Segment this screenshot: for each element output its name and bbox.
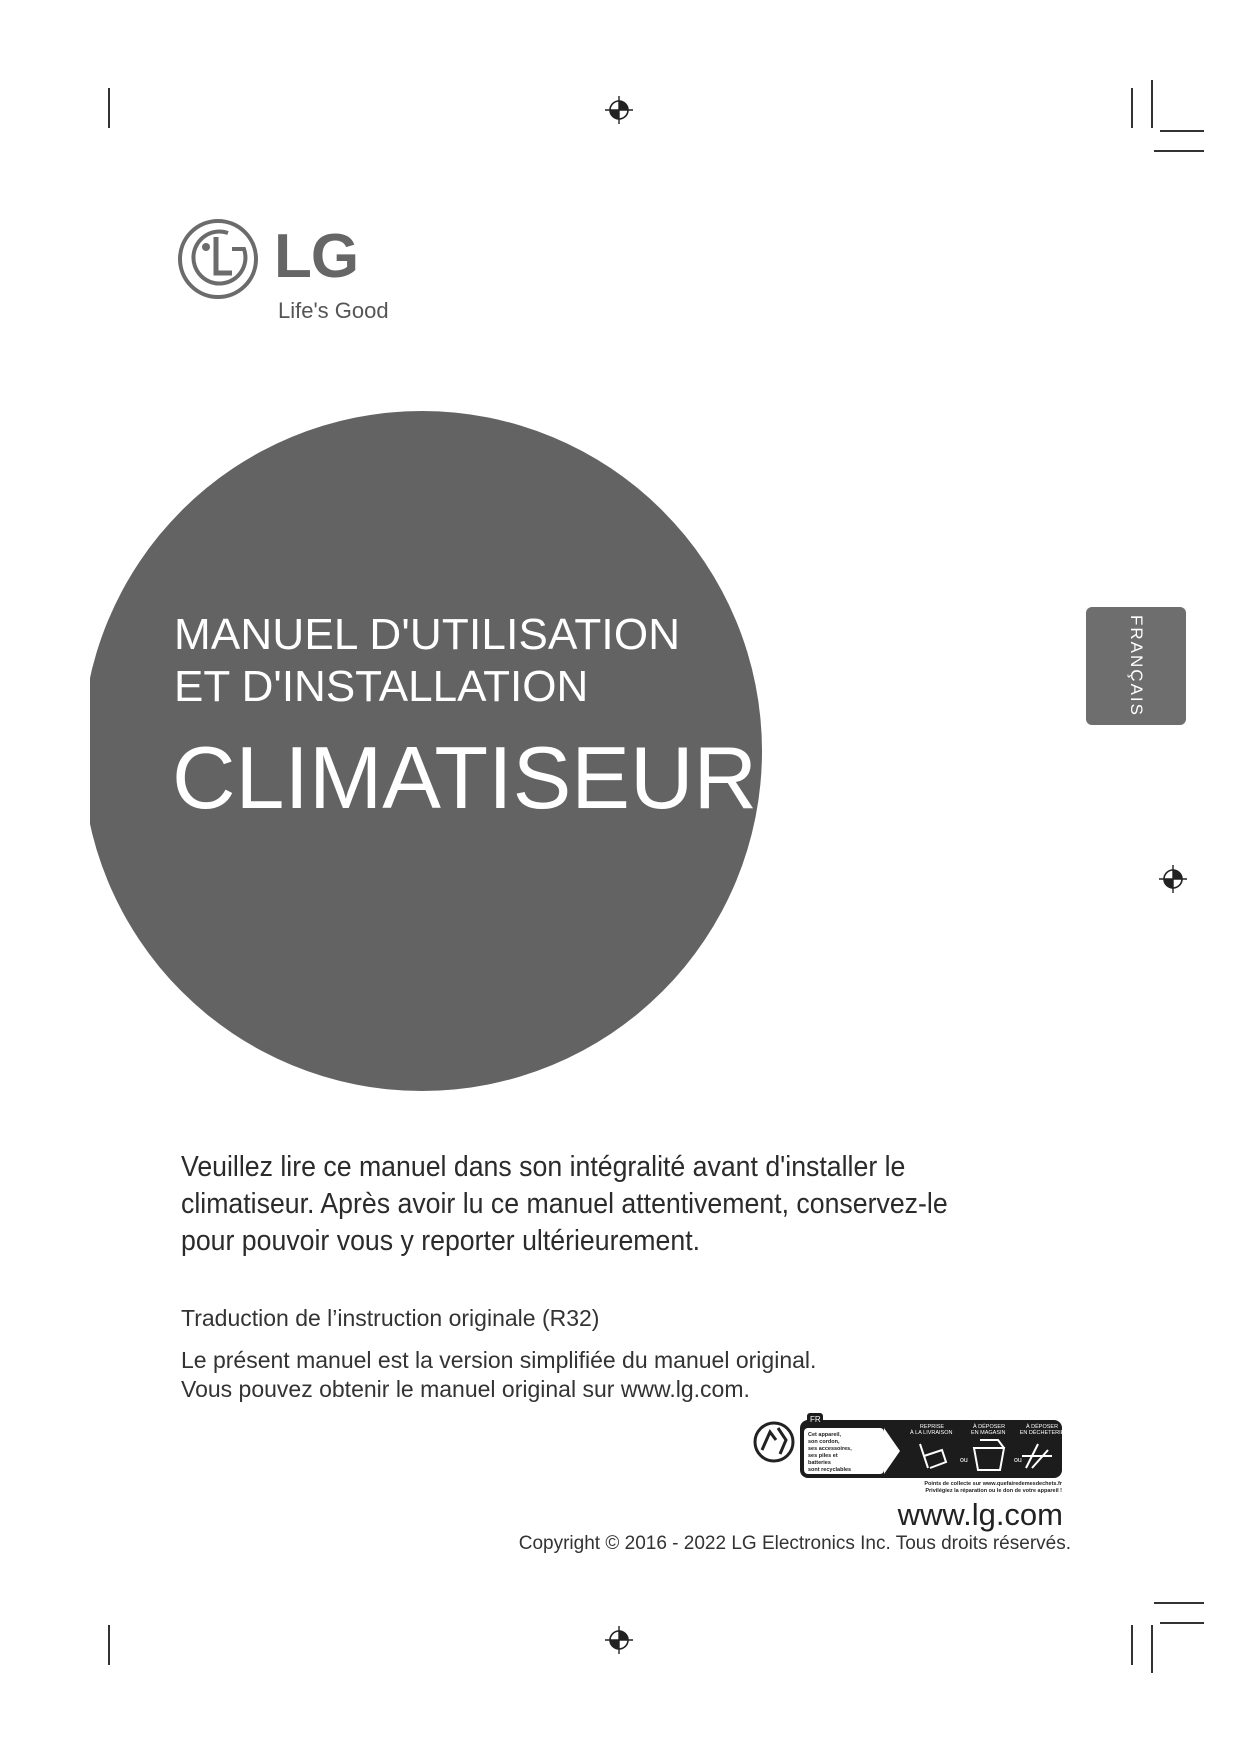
website-url: www.lg.com bbox=[897, 1497, 1063, 1532]
language-tab bbox=[1086, 607, 1186, 725]
manual-title-line1: MANUEL D'UTILISATION bbox=[174, 610, 681, 659]
svg-text:FR: FR bbox=[810, 1415, 821, 1424]
lg-wordmark: LG bbox=[274, 222, 359, 291]
language-tab-label: FRANÇAIS bbox=[1127, 615, 1146, 717]
registration-mark-top bbox=[604, 95, 634, 125]
svg-text:Privilégiez la réparation ou l: Privilégiez la réparation ou le don de votre appareil ! bbox=[925, 1488, 1062, 1494]
registration-mark-right bbox=[1158, 864, 1188, 894]
svg-text:Points de collecte sur www.que: Points de collecte sur www.quefairedemesdechets.fr bbox=[924, 1481, 1062, 1487]
lg-face-icon bbox=[178, 219, 258, 299]
manual-title-line2: ET D'INSTALLATION bbox=[174, 662, 589, 711]
svg-text:Cet appareil,son cordon,ses ac: Cet appareil, son cordon, ses accessoires, ses piles et batteries sont recyclables bbox=[808, 1432, 852, 1473]
original-manual-note: Vous pouvez obtenir le manuel original sur www.lg.com. bbox=[181, 1376, 750, 1402]
triman-icon bbox=[755, 1423, 793, 1461]
svg-text:ou: ou bbox=[1014, 1457, 1022, 1464]
intro-paragraph: Veuillez lire ce manuel dans son intégralité avant d'installer le climatiseur. Après avoir lu ce manuel attentivement, conservez-le pour pouvoir vous y reporter ultérieurement. bbox=[181, 1151, 948, 1257]
cover-circle-edge bbox=[0, 0, 90, 1754]
lg-tagline: Life's Good bbox=[278, 298, 389, 323]
copyright-notice: Copyright © 2016 - 2022 LG Electronics Inc. Tous droits réservés. bbox=[518, 1533, 1071, 1554]
svg-text:ou: ou bbox=[960, 1457, 968, 1464]
translation-note: Traduction de l’instruction originale (R32) bbox=[181, 1305, 600, 1331]
triman-recycling-label bbox=[752, 1410, 1064, 1494]
svg-text:REPRISEÀ LA LIVRAISON À DÉ: REPRISE À LA LIVRAISON À DÉPOSER EN MAGASIN À DÉPOSER EN DÉCHETERIE bbox=[909, 1424, 1064, 1436]
registration-mark-bottom bbox=[604, 1625, 634, 1655]
simplified-manual-note: Le présent manuel est la version simplifiée du manuel original. bbox=[181, 1347, 817, 1373]
product-title: CLIMATISEUR bbox=[172, 728, 758, 827]
